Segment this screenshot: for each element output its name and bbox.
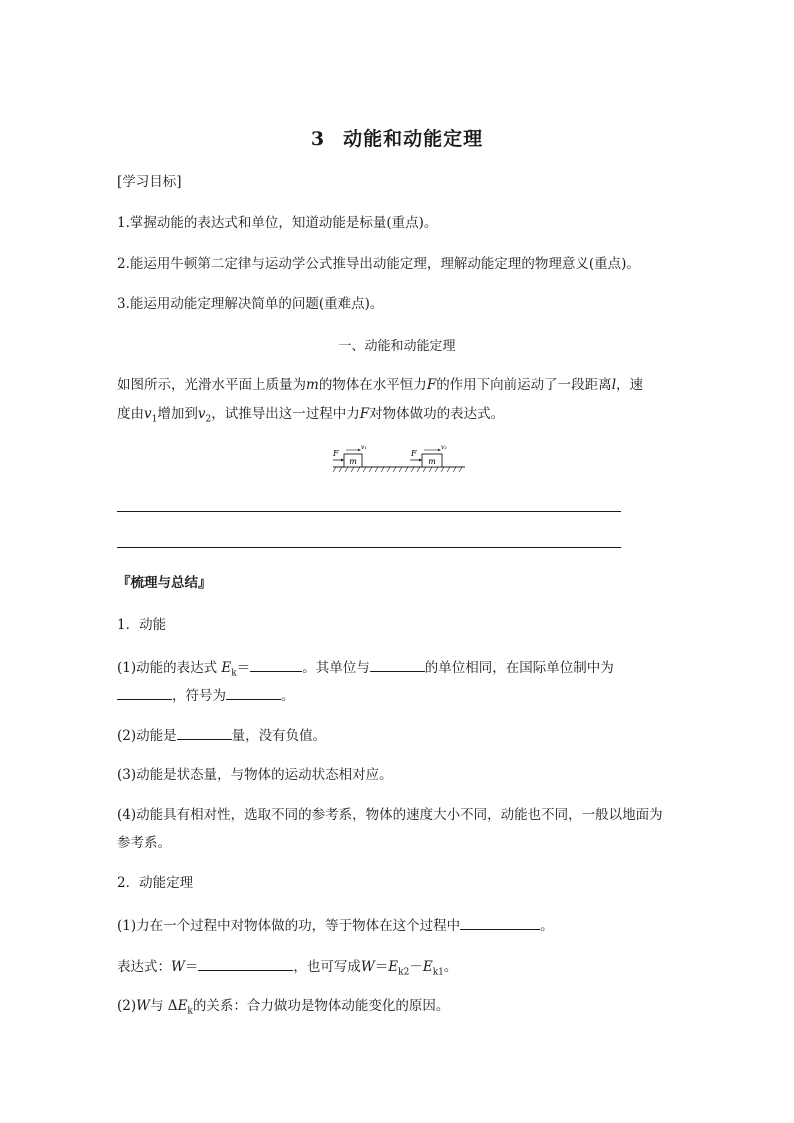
kinetic-item-4-line-1: (4)动能具有相对性，选取不同的参考系，物体的速度大小不同，动能也不同，一般以地面为	[117, 807, 663, 823]
blank-ke-change[interactable]	[460, 914, 540, 930]
motion-diagram	[330, 442, 470, 476]
mass-label-1: m	[349, 457, 357, 466]
objective-1: 1.掌握动能的表达式和单位，知道动能是标量(重点)。	[117, 215, 438, 231]
blank-scalar[interactable]	[177, 724, 232, 740]
force-label-1: F	[333, 449, 339, 458]
blank-expression[interactable]	[250, 656, 302, 672]
blank-unit-same[interactable]	[370, 656, 425, 672]
objective-3: 3.能运用动能定理解决简单的问题(重难点)。	[117, 296, 384, 312]
summary-heading: 『梳理与总结』	[117, 575, 212, 591]
theorem-item-2: (2)W与 $\Delta E_k$的关系：合力做功是物体动能变化的原因。	[117, 998, 450, 1017]
kinetic-item-2: (2)动能是 量，没有负值。	[117, 724, 326, 746]
blank-work-expression[interactable]	[198, 955, 293, 971]
blank-si-unit[interactable]	[117, 684, 172, 700]
blank-symbol[interactable]	[226, 684, 281, 700]
answer-line-2[interactable]	[117, 547, 621, 548]
title-number: 3	[310, 128, 326, 150]
objective-2: 2.能运用牛顿第二定律与运动学公式推导出动能定理，理解动能定理的物理意义(重点)。	[117, 256, 640, 272]
answer-line-1[interactable]	[117, 511, 621, 512]
kinetic-item-3: (3)动能是状态量，与物体的运动状态相对应。	[117, 767, 393, 783]
objectives-heading: [学习目标]	[117, 174, 182, 190]
theorem-item-1: (1)力在一个过程中对物体做的功，等于物体在这个过程中 。	[117, 914, 554, 936]
intro-line-2: 度由$v_1$增加到$v_2$，试推导出这一过程中力F对物体做功的表达式。	[117, 406, 505, 425]
velocity-label-2: v₂	[441, 444, 447, 451]
kinetic-item-1-line-2: ，符号为 。	[117, 684, 295, 706]
ground-hatch	[333, 467, 462, 472]
page-title	[0, 124, 794, 151]
velocity-label-1: v₁	[361, 444, 367, 451]
kinetic-energy-heading: 1．动能	[117, 617, 167, 633]
kinetic-item-1-line-1: (1)动能的表达式 $E_k=$ 。其单位与 的单位相同，在国际单位制中为	[117, 656, 614, 684]
title-text: 动能和动能定理	[343, 128, 484, 150]
mass-label-2: m	[428, 457, 436, 466]
intro-line-1: 如图所示，光滑水平面上质量为m的物体在水平恒力F的作用下向前运动了一段距离l，速	[117, 377, 644, 393]
theorem-expression: 表达式：W＝ ，也可写成$W=E_{k2}-E_{k1}$。	[117, 955, 457, 983]
kinetic-item-4-line-2: 参考系。	[117, 835, 171, 851]
theorem-heading: 2．动能定理	[117, 875, 194, 891]
section-heading: 一、动能和动能定理	[338, 339, 456, 354]
force-label-2: F	[411, 449, 417, 458]
